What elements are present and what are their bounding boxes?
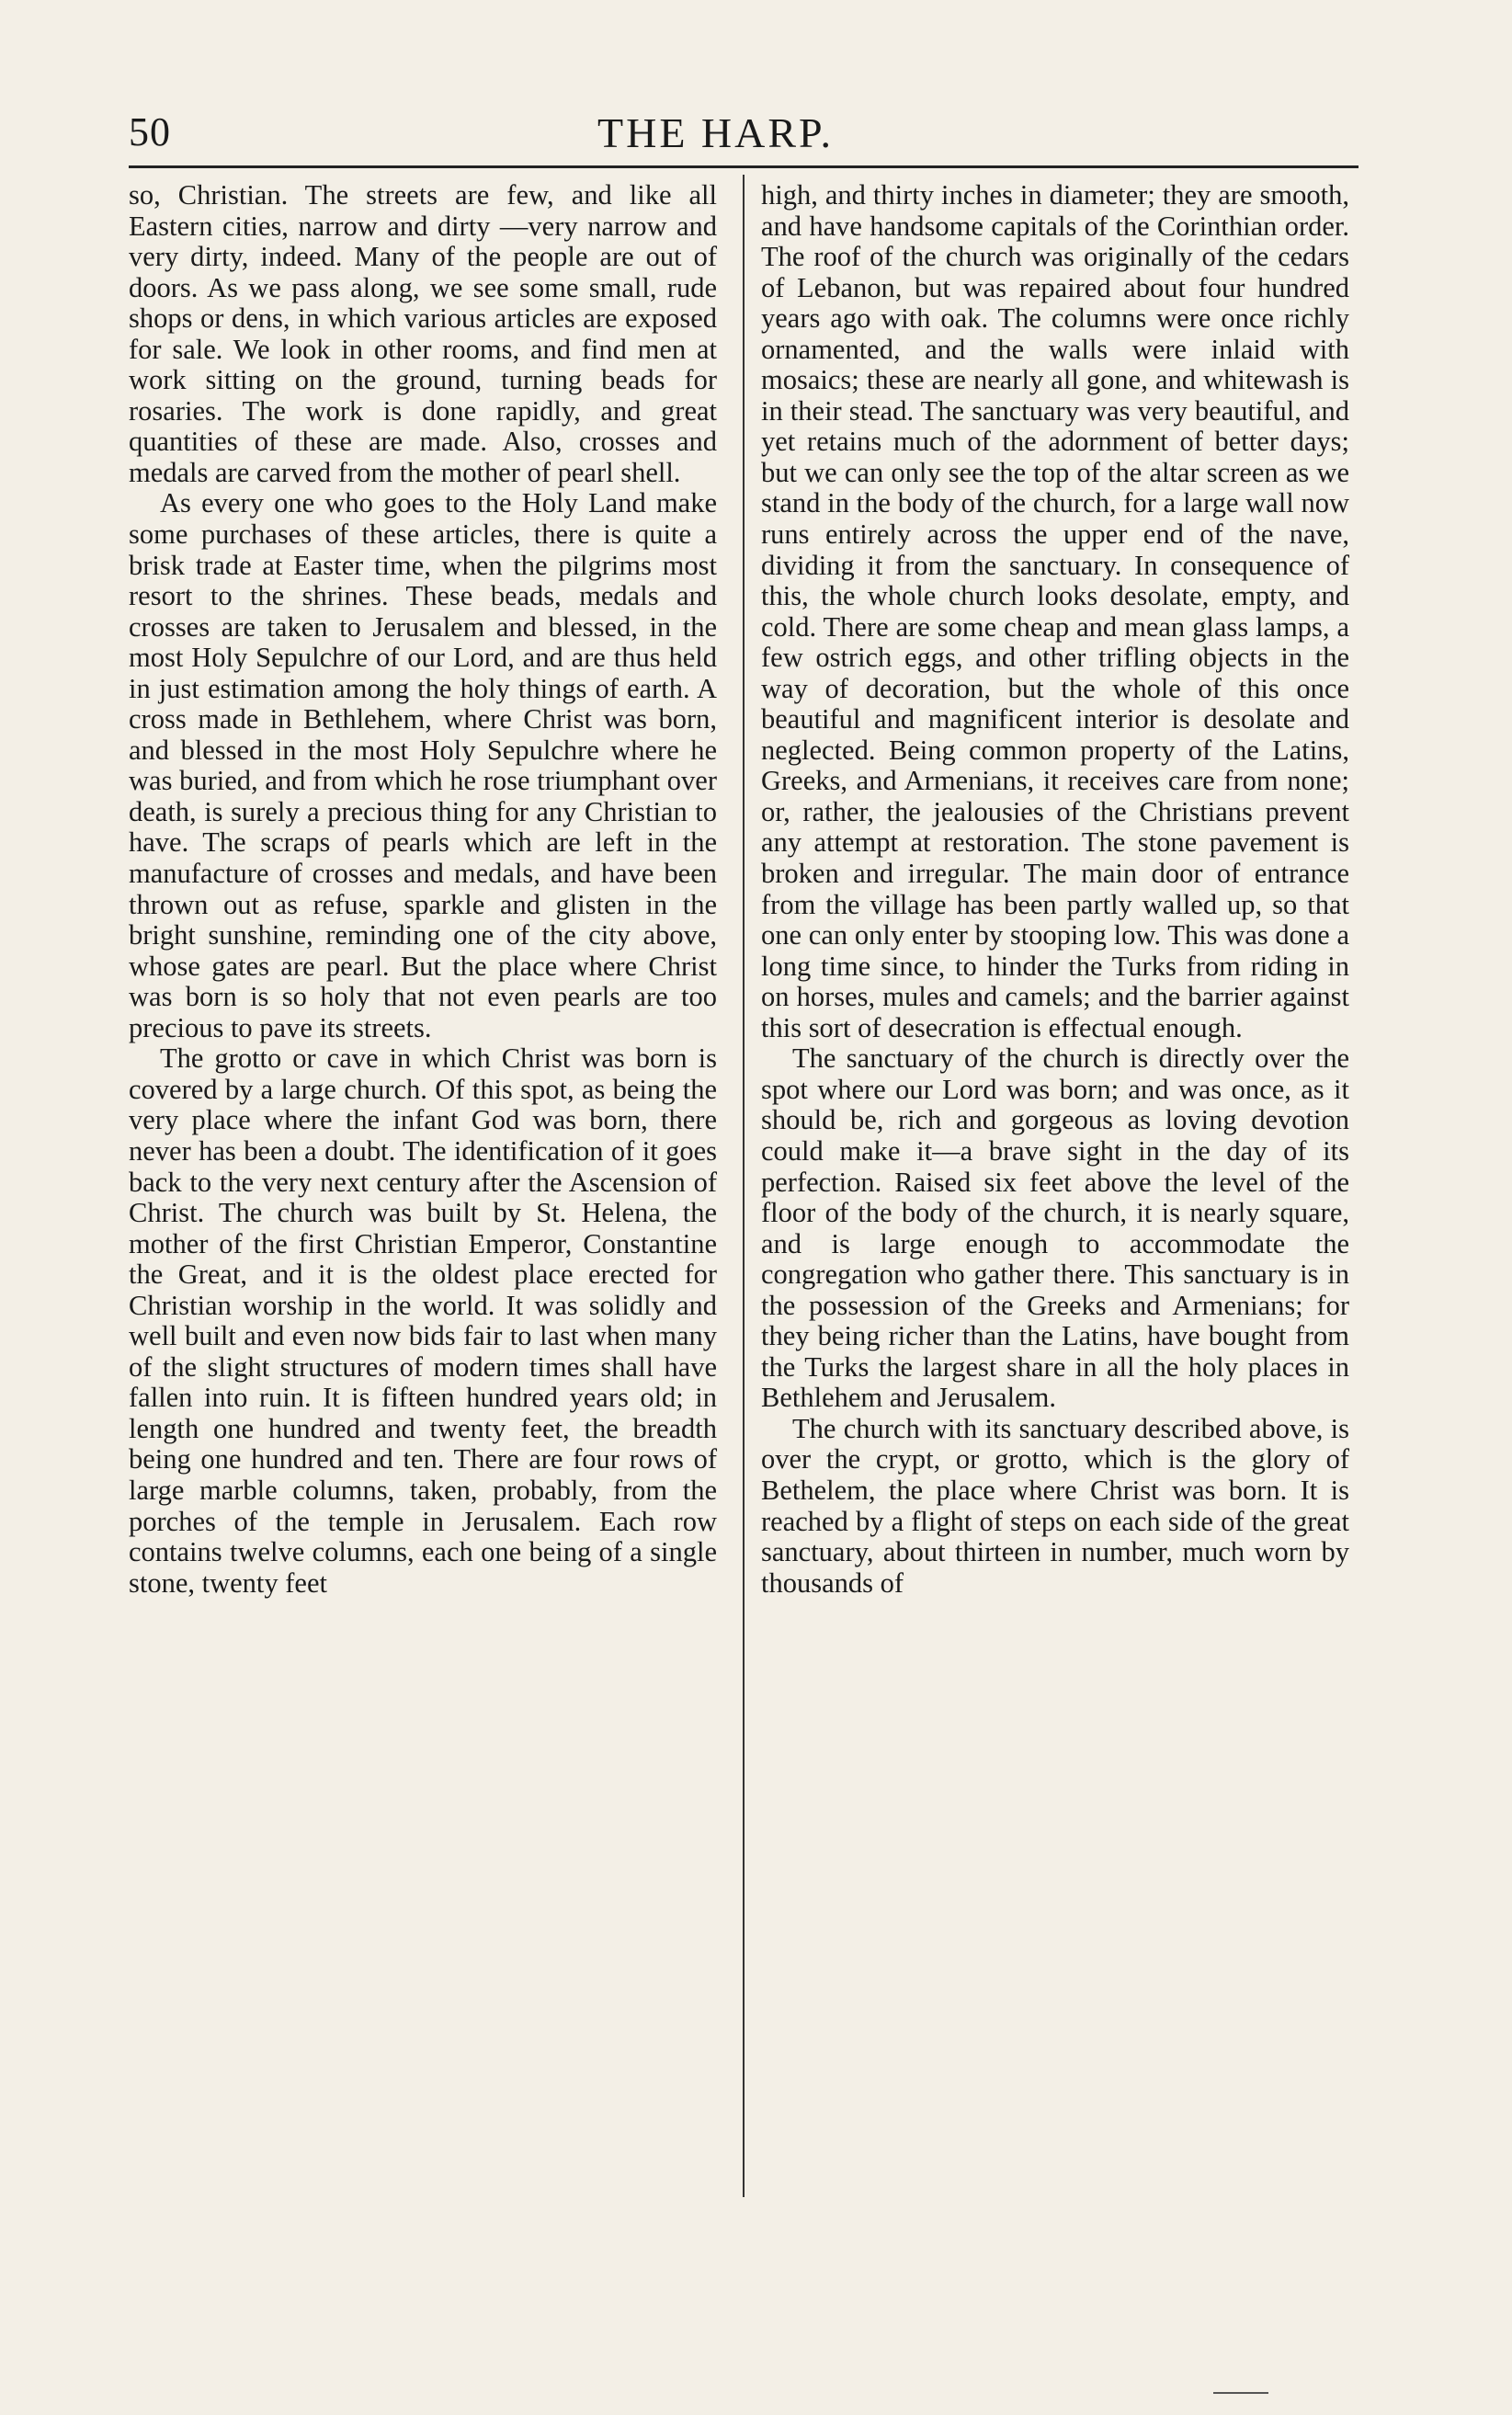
paragraph: As every one who goes to the Holy Land make some purchases of these articles, there is quite a brisk trade at Easter time, when the pilgrims most resort to the shrines. These beads, medals and crosses are taken to Jerusalem and blessed, in the most Holy Sepulchre of our Lord, and are thus held in just estimation among the holy things of earth. A cross made in Bethlehem, where Christ was born, and blessed in the most Holy Sepulchre where he was buried, and from which he rose triumphant over death, is surely a precious thing for any Christian to have. The scraps of pearls which are left in the manufacture of crosses and medals, and have been thrown out as refuse, sparkle and glisten in the bright sunshine, reminding one of the city above, whose gates are pearl. But the place where Christ was born is so holy that not even pearls are too precious to pave its streets. [129, 487, 717, 1043]
paragraph: so, Christian. The streets are few, and like all Eastern cities, narrow and dirty —very narrow and very dirty, indeed. Many of the people are out of doors. As we pass along, we see some small, rude shops or dens, in which various articles are exposed for sale. We look in other rooms, and find men at work sitting on the ground, turning beads for rosaries. The work is done rapidly, and great quantities of these are made. Also, crosses and medals are carved from the mother of pearl shell. [129, 179, 717, 488]
right-column [761, 180, 1349, 1599]
header-rule [129, 165, 1359, 168]
page-header [129, 108, 1360, 160]
column-divider [743, 175, 745, 2197]
paragraph: The grotto or cave in which Christ was born is covered by a large church. Of this spot, as being the very place where the infant God was born, there never has been a doubt. The identification of it goes back to the very next century after the Ascension of Christ. The church was built by St. Helena, the mother of the first Christian Emperor, Constantine the Great, and it is the oldest place erected for Christian worship in the world. It was solidly and well built and even now bids fair to last when many of the slight structures of modern times shall have fallen into ruin. It is fifteen hundred years old; in length one hundred and twenty feet, the breadth being one hundred and ten. There are four rows of large marble columns, taken, probably, from the porches of the temple in Jerusalem. Each row contains twelve columns, each one being of a single stone, twenty feet [129, 1042, 717, 1599]
page-number: 50 [129, 109, 171, 154]
paragraph: The sanctuary of the church is directly over the spot where our Lord was born; and was once, as it should be, rich and gorgeous as loving devotion could make it—a brave sight in the day of its perfection. Raised six feet above the level of the floor of the body of the church, it is nearly square, and is large enough to accommodate the congregation who gather there. This sanctuary is in the possession of the Greeks and Armenians; for they being richer than the Latins, have bought from the Turks the largest share in all the holy places in Bethlehem and Jerusalem. [761, 1042, 1349, 1414]
paragraph: The church with its sanctuary described above, is over the crypt, or grotto, which is the glory of Bethelem, the place where Christ was born. It is reached by a flight of steps on each side of the great sanctuary, about thirteen in number, much worn by thousands of [761, 1412, 1349, 1599]
paragraph: high, and thirty inches in diameter; they are smooth, and have handsome capitals of the Corinthian order. The roof of the church was originally of the cedars of Lebanon, but was repaired about four hundred years ago with oak. The columns were once richly ornamented, and the walls were inlaid with mosaics; these are nearly all gone, and whitewash is in their stead. The sanctuary was very beautiful, and yet retains much of the adornment of better days; but we can only see the top of the altar screen as we stand in the body of the church, for a large wall now runs entirely across the upper end of the nave, dividing it from the sanctuary. In consequence of this, the whole church looks desolate, empty, and cold. There are some cheap and mean glass lamps, a few ostrich eggs, and other trifling objects in the way of decoration, but the whole of this once beautiful and magnificent interior is desolate and neglected. Being common property of the Latins, Greeks, and Armenians, it receives care from none; or, rather, the jealousies of the Christians prevent any attempt at restoration. The stone pavement is broken and irregular. The main door of entrance from the village has been partly walled up, so that one can only enter by stooping low. This was done a long time since, to hinder the Turks from riding in on horses, mules and camels; and the barrier against this sort of desecration is effectual enough. [761, 179, 1349, 1043]
running-title: THE HARP. [597, 109, 835, 156]
left-column [129, 180, 717, 1599]
footer-mark [1213, 2392, 1268, 2394]
